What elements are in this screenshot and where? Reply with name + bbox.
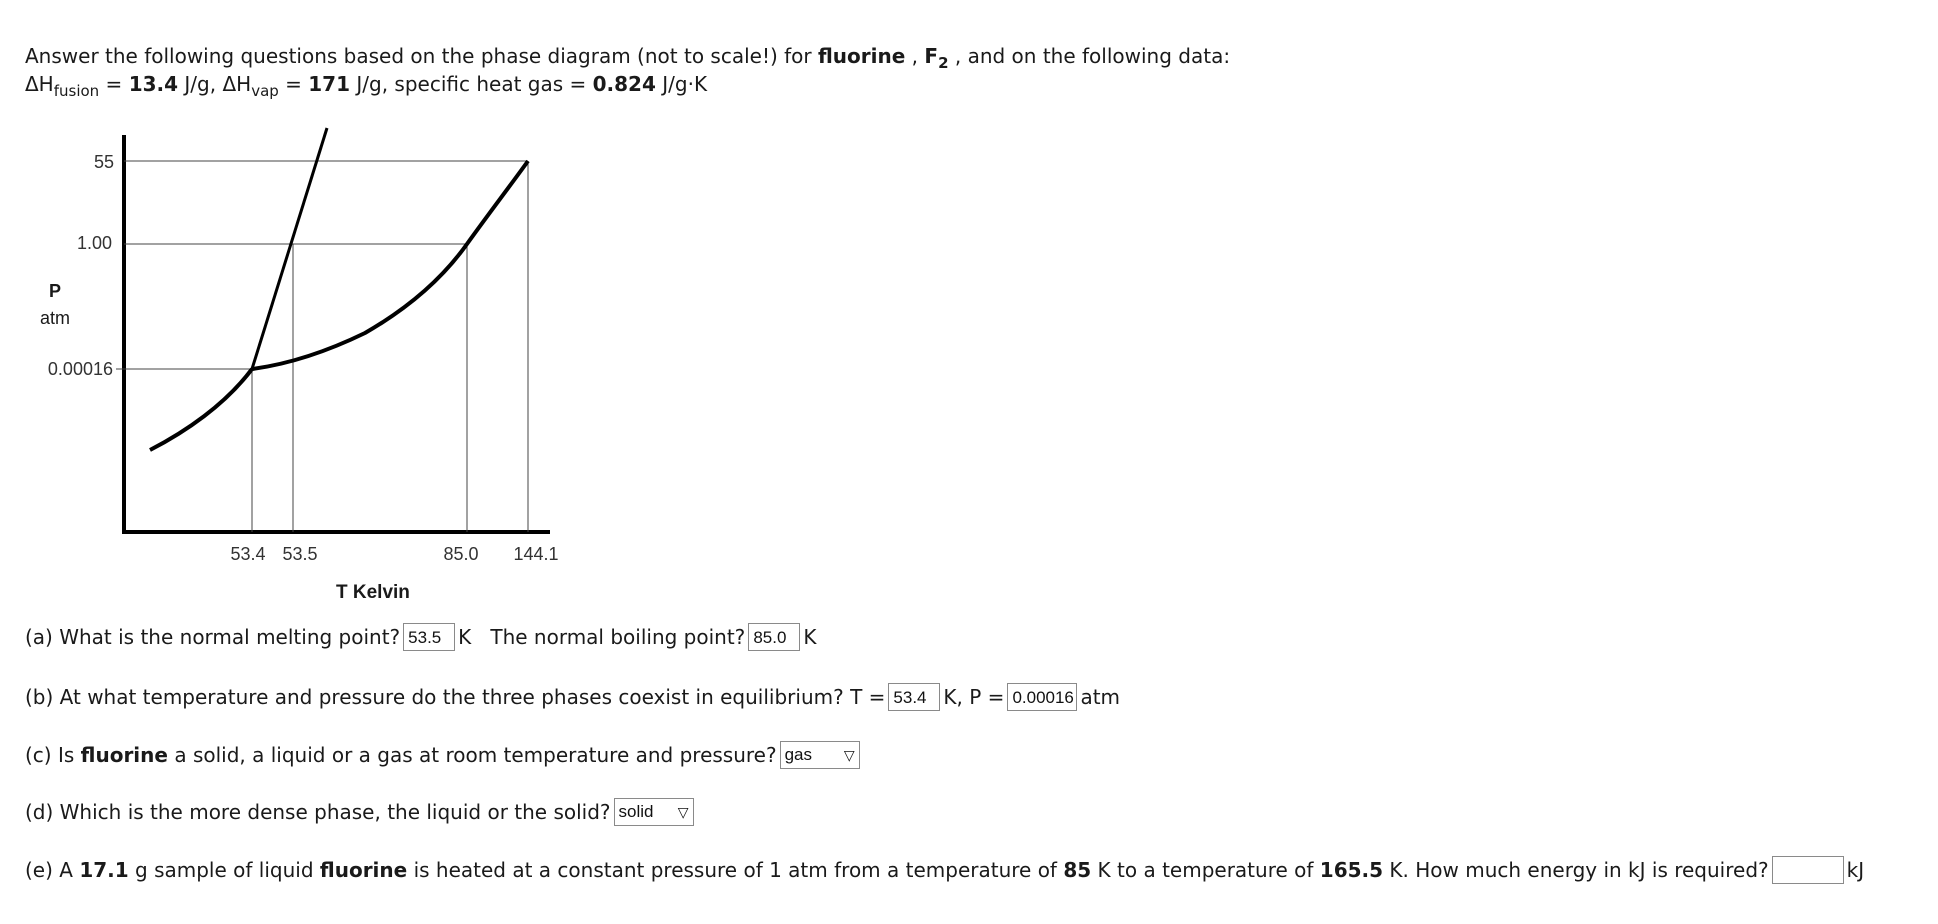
denser-phase-select[interactable] [614, 798, 694, 826]
denser-phase-select-value: solid [618, 802, 654, 821]
p-label: P [49, 281, 62, 301]
question-e: (e) A 17.1 g sample of liquid fluorine is heated at a constant pressure of 1 atm from a temperature of 85 K to a temperature of 165.5 K. How much energy in kJ is required? kJ [25, 855, 1864, 885]
chevron-down-icon: ▽ [677, 804, 689, 820]
energy-input[interactable] [1772, 856, 1844, 884]
question-e-unit: kJ [1846, 858, 1865, 882]
intro-line-2: $\Delta H_{fusion} = 13.4$ J/g, $\Delta H_{vap} = 171$ J/g, specific heat gas = 0.824 J/g·K [25, 72, 708, 100]
question-c-substance: fluorine [80, 743, 168, 767]
phase-select-value: gas [784, 745, 813, 764]
question-b [25, 682, 1120, 712]
question-c: (c) Is fluorine a solid, a liquid or a gas at room temperature and pressure? gas ▽ [25, 740, 863, 770]
intro-line-1 [25, 42, 1230, 70]
question-d [25, 797, 697, 827]
chevron-down-icon: ▽ [843, 747, 855, 763]
formula: $F_2$ [924, 44, 949, 72]
phase-diagram [0, 120, 620, 590]
intro-suffix: , and on the following data: [948, 44, 1231, 68]
end-temp: 165.5 [1319, 858, 1384, 882]
sample-mass: 17.1 [79, 858, 129, 882]
atm-label: atm [40, 308, 71, 328]
x-tick-850: 85.0 [443, 544, 479, 564]
x-axis-title: T Kelvin [336, 582, 410, 603]
question-b-unit: atm [1080, 685, 1121, 709]
start-temp: 85 [1063, 858, 1092, 882]
question-b-text: (b) At what temperature and pressure do the three phases coexist in equilibrium? T = [25, 685, 886, 709]
y-tick-55: 55 [93, 152, 114, 172]
question-a-mid: K The normal boiling point? [458, 625, 746, 649]
fusion-value: 13.4 [128, 72, 179, 96]
question-e-substance: fluorine [319, 858, 408, 882]
intro-comma: , [905, 44, 925, 68]
phase-select[interactable] [780, 741, 860, 769]
specific-heat-value: 0.824 [592, 72, 656, 96]
substance-name: fluorine [817, 44, 906, 68]
intro-text [25, 42, 1230, 98]
question-d-text: (d) Which is the more dense phase, the liquid or the solid? [25, 800, 611, 824]
triple-point-temp-input[interactable]: 53.4 [888, 683, 940, 711]
sublimation-curve [150, 369, 252, 450]
y-tick-00016: 0.00016 [47, 359, 113, 379]
y-tick-1: 1.00 [76, 233, 112, 253]
x-tick-534: 53.4 [230, 544, 266, 564]
melting-point-input[interactable]: 53.5 [403, 623, 455, 651]
question-a [25, 622, 816, 652]
x-tick-535: 53.5 [282, 544, 318, 564]
x-tick-1441: 144.1 [513, 544, 559, 564]
triple-point-pressure-input[interactable]: 0.00016 [1007, 683, 1077, 711]
question-a-text: (a) What is the normal melting point? [25, 625, 401, 649]
boiling-point-input[interactable]: 85.0 [748, 623, 800, 651]
y-axis-title [40, 278, 70, 332]
question-b-mid: K, P = [943, 685, 1005, 709]
question-a-unit: K [803, 625, 817, 649]
vap-value: 171 [308, 72, 351, 96]
melting-curve [252, 128, 327, 369]
intro-prefix: Answer the following questions based on the phase diagram (not to scale!) for [25, 44, 818, 68]
